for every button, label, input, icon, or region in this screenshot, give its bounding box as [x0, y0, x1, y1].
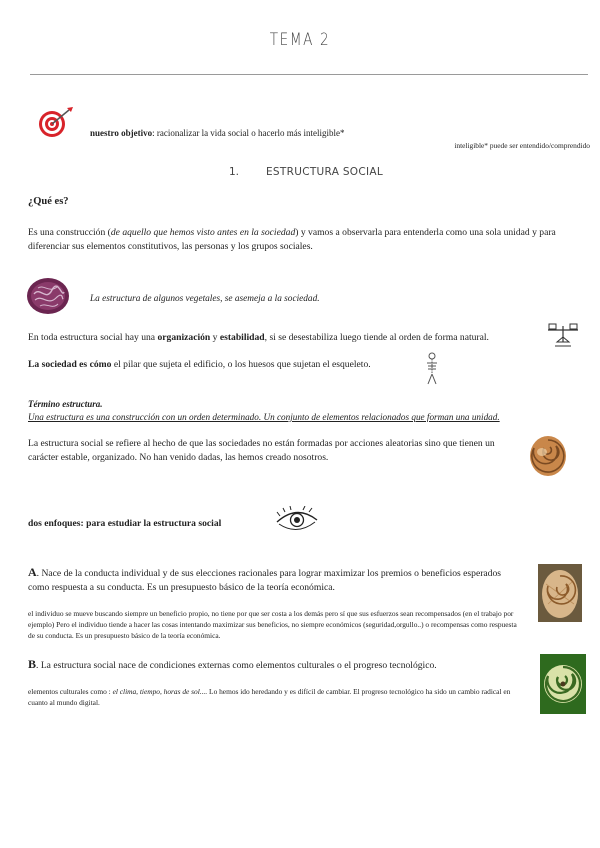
org-text-d: , si se desestabiliza luego tiende al orden de forma natural.: [264, 332, 489, 343]
what-is-paragraph: [28, 226, 580, 254]
objective-line: [90, 126, 510, 140]
objective-footnote: inteligible* puede ser entendido/comprendido: [454, 141, 590, 150]
org-text-a: En toda estructura social hay una: [28, 332, 158, 343]
pillar-paragraph: [28, 358, 428, 372]
social-structure-paragraph: La estructura social se refiere al hecho de que las sociedades no están formadas por acciones aleatorias sino que tienen un carácter estable, organizado. No han venido dadas, las hemos creado nosotros.: [28, 438, 495, 463]
b-note-text-b: Lo hemos ido heredando y es difícil de cambiar. El progreso tecnológico ha sido un cambio radical en cuanto al mundo digital.: [28, 687, 511, 707]
pillar-bold: La sociedad es cómo: [28, 359, 112, 370]
cabbage-image: [26, 276, 70, 316]
b-note-text-a: elementos culturales como :: [28, 687, 113, 696]
objective-text: : racionalizar la vida social o hacerlo más inteligible*: [152, 128, 345, 138]
skeleton-icon: [424, 352, 440, 386]
what-is-text-a: Es una construcción (: [28, 227, 111, 238]
approach-a-letter: A: [28, 565, 37, 579]
conch-image: [538, 564, 582, 622]
snail-shell-image: [540, 654, 586, 714]
b-note-italic: el clima, tiempo, horas de sol....: [112, 687, 208, 696]
organization-paragraph: [28, 331, 548, 345]
term-label: Término estructura.: [28, 399, 103, 409]
what-is-text-italic: de aquello que hemos visto antes en la sociedad: [110, 227, 296, 238]
page-title: TEMA 2: [269, 30, 331, 50]
what-is-text-b: ) y vamos a observarla para entenderla como una sola unidad y para diferenciar sus elementos constitutivos, las personas y los grupos sociales.: [28, 227, 556, 252]
approach-b-letter: B: [28, 657, 37, 671]
what-is-heading: ¿Qué es?: [28, 196, 69, 207]
pillar-text: el pilar que sujeta el edificio, o los huesos que sujetan el esqueleto.: [111, 359, 371, 370]
eye-icon: [274, 506, 320, 534]
objective-label: nuestro objetivo: [90, 128, 153, 138]
section-number: 1.: [229, 166, 240, 178]
approach-a-text: . Nace de la conducta individual y de sus elecciones racionales para lograr maximizar los premios o beneficios esperados como respuesta a su conducta. Es un presupuesto básico de la teoría económica.: [28, 568, 501, 593]
approach-b-note: [28, 686, 528, 708]
approach-a-note: el individuo se mueve buscando siempre un beneficio propio, no tiene por que ser costa a los demás pero sí que sus esfuerzos sean recompensados (en el trabajo por ejemplo) Pero el individuo tiende a hacer las cosas intentando maximizar sus beneficios, no siempre económicos (seguridad,orgullo..) o recompensas como respuesta de su conducta. Es un presupuesto básico de la teoría económica.: [28, 609, 517, 640]
cabbage-caption: La estructura de algunos vegetales, se asemeja a la sociedad.: [90, 294, 320, 304]
balance-scale-icon: [546, 322, 580, 348]
approach-a-paragraph: [28, 565, 518, 595]
section-title: ESTRUCTURA SOCIAL: [266, 166, 384, 178]
approach-b-text: . La estructura social nace de condiciones externas como elementos culturales o el progreso tecnológico.: [36, 660, 437, 671]
target-icon: [36, 105, 76, 139]
term-definition: Una estructura es una construcción con un orden determinado. Un conjunto de elementos relacionados que forman una unidad.: [28, 412, 500, 422]
shell-image: [526, 432, 568, 478]
title-divider: [30, 74, 588, 75]
org-bold-organizacion: organización: [157, 332, 211, 343]
org-bold-estabilidad: estabilidad: [219, 332, 265, 343]
approaches-heading: dos enfoques: para estudiar la estructura social: [28, 518, 222, 529]
approach-b-paragraph: [28, 657, 528, 673]
org-text-c: y: [210, 332, 220, 343]
